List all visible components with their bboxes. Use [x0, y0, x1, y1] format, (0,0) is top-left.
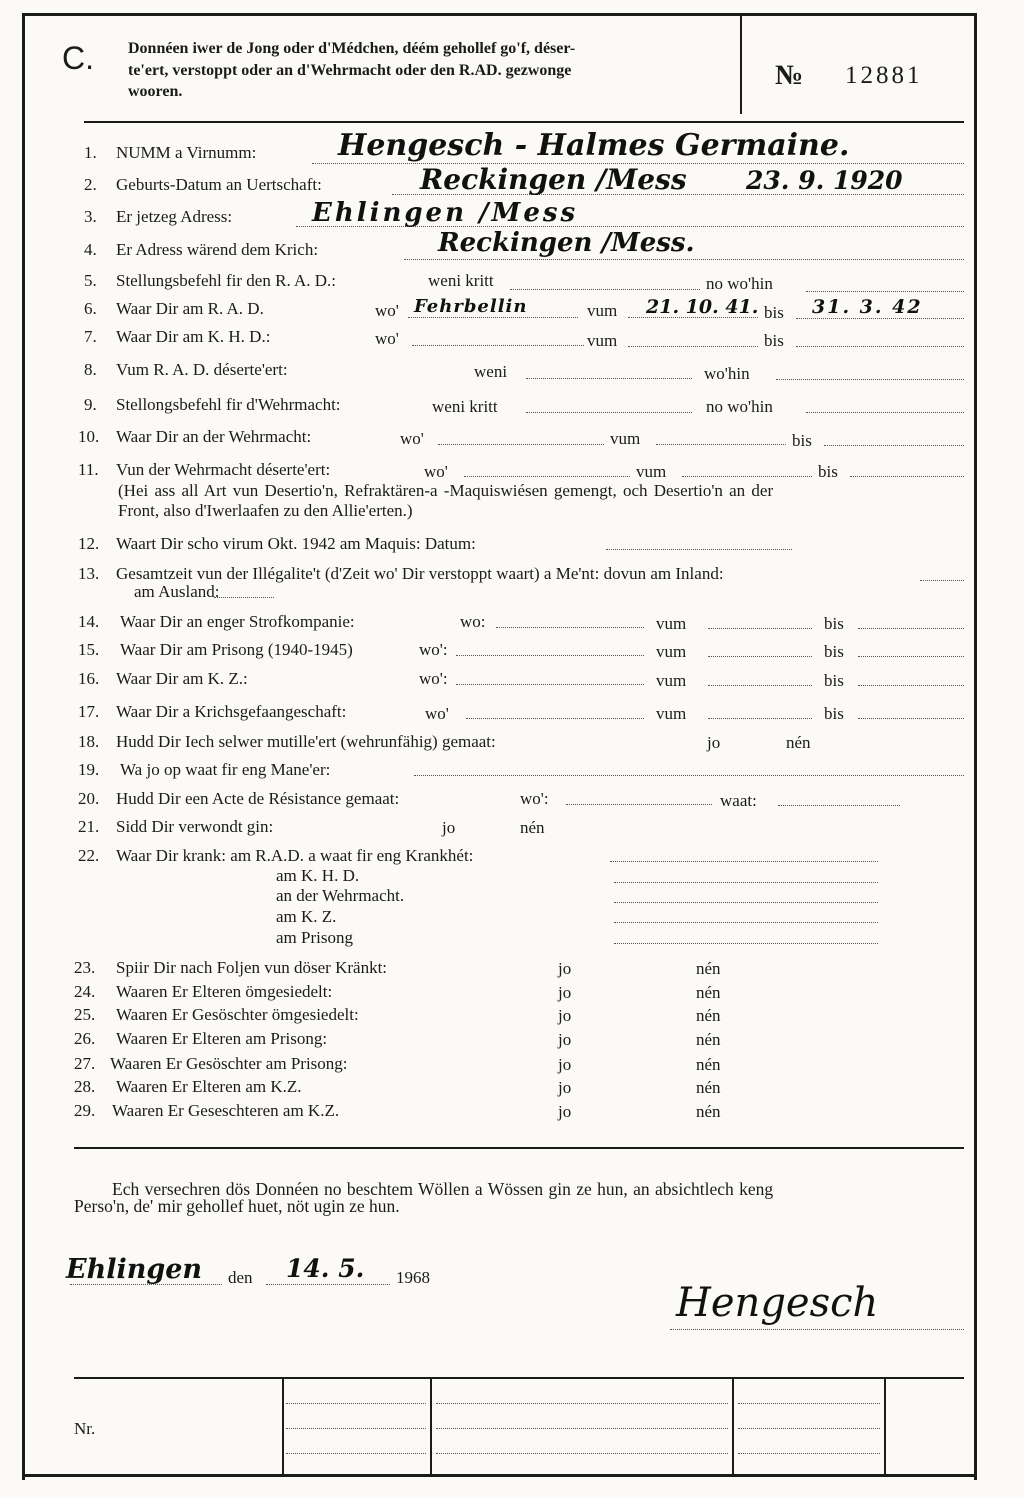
field-11-text: Vun der Wehrmacht déserte'ert: [116, 460, 331, 479]
field-8-label [84, 360, 288, 380]
yesno-item-27 [74, 1054, 348, 1074]
field-22-line-4[interactable] [614, 922, 878, 923]
field-9-weni: weni kritt [432, 397, 498, 416]
intro-line-1: Donnéen iwer de Jong oder d'Médchen, déém gehollef go'f, déser- [128, 40, 576, 57]
date-line[interactable] [266, 1284, 390, 1285]
field-22-sub-1: am K. H. D. [276, 866, 360, 885]
field-6-wo: wo' [375, 301, 399, 320]
field-16-num: 16. [78, 669, 100, 688]
field-1-text: NUMM a Virnumm: [116, 143, 257, 162]
field-9-weni-line[interactable] [526, 412, 692, 413]
declaration-line-1: Ech versechren dös Donnéen no beschtem Wöllen a Wössen gin ze hun, an absichtlech keng [112, 1179, 774, 1199]
yesno-item-26 [74, 1029, 327, 1049]
yesno-label: Spiir Dir nach Foljen vun döser Kränkt: [116, 958, 388, 977]
field-3-value[interactable]: Ehlingen /Mess [312, 198, 579, 228]
signature-line[interactable] [670, 1329, 964, 1330]
field-10-bis: bis [792, 431, 812, 450]
field-8-text: Vum R. A. D. déserte'ert: [116, 360, 288, 379]
field-11-vum-line[interactable] [682, 476, 812, 477]
field-9-nowohin: no wo'hin [706, 397, 773, 416]
field-20-waat-line[interactable] [778, 805, 900, 806]
footer-col-4 [884, 1379, 886, 1474]
field-19-text: Wa jo op waat fir eng Mane'er: [120, 760, 331, 779]
field-14-bis: bis [824, 614, 844, 633]
field-11-label [78, 460, 330, 480]
field-5-weni-line[interactable] [510, 289, 700, 290]
field-16-bis: bis [824, 671, 844, 690]
field-15-vum: vum [656, 642, 687, 661]
field-11-vum: vum [636, 462, 667, 481]
yesno-24-nen[interactable]: nén [696, 983, 721, 1002]
field-14-text: Waar Dir an enger Strofkompanie: [120, 612, 355, 631]
field-2-num: 2. [84, 175, 97, 194]
field-20-wo: wo': [520, 789, 549, 808]
field-18-num: 18. [78, 732, 100, 751]
yesno-23-nen[interactable]: nén [696, 959, 721, 978]
field-10-bis-line[interactable] [824, 445, 964, 446]
yesno-27-nen[interactable]: nén [696, 1055, 721, 1074]
field-3-label [84, 207, 232, 227]
field-16-label [78, 669, 248, 689]
field-6-bis: bis [764, 303, 784, 322]
field-7-wo: wo' [375, 329, 399, 348]
yesno-label: Waaren Er Elteren ömgesiedelt: [116, 982, 333, 1001]
field-17-wo: wo' [425, 704, 449, 723]
field-7-bis-line[interactable] [796, 346, 964, 347]
field-1-num: 1. [84, 143, 97, 162]
field-17-vum-line[interactable] [708, 718, 812, 719]
field-9-label [84, 395, 341, 415]
yesno-num: 23. [74, 958, 96, 977]
field-2-label [84, 175, 322, 195]
footer-cell-2-2[interactable] [436, 1428, 728, 1429]
yesno-item-24 [74, 982, 332, 1002]
yesno-item-25 [74, 1005, 359, 1025]
top-border [22, 13, 977, 16]
field-10-vum-line[interactable] [656, 444, 786, 445]
field-7-wo-line[interactable] [412, 345, 584, 346]
field-6-vum-value[interactable]: 21. 10. 41. [646, 296, 759, 318]
field-6-label [84, 299, 264, 319]
field-13-ausland: am Ausland: [134, 582, 220, 601]
date-value[interactable]: 14. 5. [286, 1254, 365, 1283]
footer-col-1 [282, 1379, 284, 1474]
field-22-sub-4: am Prisong [276, 928, 353, 947]
field-1-label [84, 143, 256, 163]
field-16-text: Waar Dir am K. Z.: [116, 669, 248, 688]
field-10-text: Waar Dir an der Wehrmacht: [116, 427, 312, 446]
field-7-label [84, 327, 270, 347]
field-14-label [78, 612, 355, 632]
field-7-text: Waar Dir am K. H. D.: [116, 327, 271, 346]
field-15-label [78, 640, 353, 660]
yesno-num: 29. [74, 1101, 96, 1120]
field-17-bis-line[interactable] [858, 718, 964, 719]
bottom-border [22, 1474, 977, 1477]
place-value[interactable]: Ehlingen [66, 1254, 203, 1285]
field-16-wo: wo': [419, 669, 448, 688]
field-5-weni: weni kritt [428, 271, 494, 290]
field-4-line[interactable] [404, 259, 964, 260]
field-13-inland-line[interactable] [920, 580, 964, 581]
field-8-num: 8. [84, 360, 97, 379]
field-14-vum-line[interactable] [708, 628, 812, 629]
declaration-line-2: Perso'n, de' mir gehollef huet, nöt ugin ze hun. [74, 1196, 400, 1216]
field-2-place[interactable]: Reckingen /Mess [420, 163, 687, 196]
field-15-text: Waar Dir am Prisong (1940-1945) [120, 640, 353, 659]
field-17-bis: bis [824, 704, 844, 723]
field-9-nowohin-line[interactable] [806, 412, 964, 413]
field-5-text: Stellungsbefehl fir den R. A. D.: [116, 271, 337, 290]
yesno-item-29 [74, 1101, 339, 1121]
field-18-jo[interactable]: jo [707, 733, 721, 752]
footer-cell-3-1[interactable] [738, 1403, 880, 1404]
field-12-num: 12. [78, 534, 100, 553]
field-16-bis-line[interactable] [858, 685, 964, 686]
field-4-value[interactable]: Reckingen /Mess. [438, 228, 695, 258]
field-15-bis: bis [824, 642, 844, 661]
footer-cell-1-2[interactable] [286, 1428, 426, 1429]
field-21-nen[interactable]: nén [520, 818, 545, 837]
field-22-line-1[interactable] [610, 861, 878, 862]
yesno-label: Waaren Er Elteren am K.Z. [116, 1077, 302, 1096]
number-sign: № [775, 60, 804, 91]
field-22-line-3[interactable] [614, 902, 878, 903]
field-13-label [78, 564, 724, 584]
right-border [974, 13, 977, 1480]
field-22-text: Waar Dir krank: am R.A.D. a waat fir eng Krankhét: [116, 846, 474, 865]
yesno-28-nen[interactable]: nén [696, 1078, 721, 1097]
declaration-rule [74, 1147, 964, 1149]
field-20-label [78, 789, 399, 809]
field-20-num: 20. [78, 789, 100, 808]
yesno-num: 25. [74, 1005, 96, 1024]
field-6-bis-value[interactable]: 31. 3. 42 [812, 296, 923, 318]
yesno-item-23 [74, 958, 387, 978]
field-9-text: Stellongsbefehl fir d'Wehrmacht: [116, 395, 341, 414]
yesno-label: Waaren Er Geseschteren am K.Z. [112, 1101, 340, 1120]
field-13-num: 13. [78, 564, 100, 583]
field-1-value[interactable]: Hengesch - Halmes Germaine. [338, 128, 850, 163]
field-22-num: 22. [78, 846, 100, 865]
yesno-27-jo[interactable]: jo [558, 1055, 572, 1074]
field-10-num: 10. [78, 427, 100, 446]
field-6-wo-value[interactable]: Fehrbellin [414, 296, 528, 317]
field-17-num: 17. [78, 702, 100, 721]
field-17-label [78, 702, 346, 722]
field-2-text: Geburts-Datum an Uertschaft: [116, 175, 322, 194]
footer-cell-2-3[interactable] [436, 1453, 728, 1454]
field-4-text: Er Adress wärend dem Krich: [116, 240, 319, 259]
yesno-label: Waaren Er Elteren am Prisong: [116, 1029, 328, 1048]
field-18-text: Hudd Dir Iech selwer mutille'ert (wehrunfähig) gemaat: [116, 732, 496, 751]
yesno-29-jo[interactable]: jo [558, 1102, 572, 1121]
field-16-vum: vum [656, 671, 687, 690]
field-11-note-2: Front, also d'Iwerlaafen zu den Allie'erten.) [118, 501, 413, 520]
field-6-text: Waar Dir am R. A. D. [116, 299, 264, 318]
nr-label: Nr. [74, 1419, 96, 1438]
field-4-num: 4. [84, 240, 97, 259]
field-14-bis-line[interactable] [858, 628, 964, 629]
yesno-25-jo[interactable]: jo [558, 1006, 572, 1025]
field-22-label [78, 846, 473, 866]
field-7-vum: vum [587, 331, 618, 350]
footer-cell-3-2[interactable] [738, 1428, 880, 1429]
yesno-26-jo[interactable]: jo [558, 1030, 572, 1049]
field-20-text: Hudd Dir een Acte de Résistance gemaat: [116, 789, 400, 808]
field-12-line[interactable] [606, 549, 792, 550]
field-15-num: 15. [78, 640, 100, 659]
field-13-ausland-line[interactable] [214, 597, 274, 598]
field-3-num: 3. [84, 207, 97, 226]
yesno-23-jo[interactable]: jo [558, 959, 572, 978]
field-2-date[interactable]: 23. 9. 1920 [746, 166, 903, 195]
footer-table-top [74, 1377, 964, 1379]
field-16-vum-line[interactable] [708, 685, 812, 686]
yesno-num: 24. [74, 982, 96, 1001]
field-17-text: Waar Dir a Krichsgefaangeschaft: [116, 702, 347, 721]
field-9-num: 9. [84, 395, 97, 414]
footer-col-3 [732, 1379, 734, 1474]
field-16-wo-line[interactable] [456, 684, 644, 685]
field-19-line[interactable] [414, 775, 964, 776]
field-6-vum: vum [587, 301, 618, 320]
field-3-text: Er jetzeg Adress: [116, 207, 233, 226]
footer-cell-2-1[interactable] [436, 1403, 728, 1404]
year-value: 1968 [396, 1268, 430, 1287]
field-19-label [78, 760, 330, 780]
field-22-line-2[interactable] [614, 882, 878, 883]
left-border [22, 13, 25, 1480]
field-18-nen[interactable]: nén [786, 733, 811, 752]
field-11-bis-line[interactable] [850, 476, 964, 477]
field-4-label [84, 240, 318, 260]
footer-cell-3-3[interactable] [738, 1453, 880, 1454]
field-14-wo: wo: [460, 612, 486, 631]
yesno-29-nen[interactable]: nén [696, 1102, 721, 1121]
den-label: den [228, 1268, 253, 1287]
yesno-label: Waaren Er Gesöschter ömgesiedelt: [116, 1005, 359, 1024]
field-19-num: 19. [78, 760, 100, 779]
yesno-24-jo[interactable]: jo [558, 983, 572, 1002]
field-21-num: 21. [78, 817, 100, 836]
field-6-bis-line[interactable] [796, 318, 964, 319]
field-14-wo-line[interactable] [496, 627, 644, 628]
signature[interactable]: Hengesch [676, 1280, 879, 1326]
field-14-num: 14. [78, 612, 100, 631]
section-letter: C. [62, 40, 94, 76]
field-15-wo: wo': [419, 640, 448, 659]
field-22-sub-3: am K. Z. [276, 907, 337, 926]
field-14-vum: vum [656, 614, 687, 633]
field-11-wo-line[interactable] [464, 476, 630, 477]
field-5-label [84, 271, 336, 291]
yesno-26-nen[interactable]: nén [696, 1030, 721, 1049]
field-21-jo[interactable]: jo [442, 818, 456, 837]
field-17-vum: vum [656, 704, 687, 723]
yesno-num: 27. [74, 1054, 96, 1073]
field-10-vum: vum [610, 429, 641, 448]
field-22-sub-2: an der Wehrmacht. [276, 886, 405, 905]
intro-line-2: te'ert, verstoppt oder an d'Wehrmacht oder den R.AD. gezwonge [128, 62, 572, 79]
field-6-num: 6. [84, 299, 97, 318]
intro-line-3: wooren. [128, 83, 183, 100]
field-15-bis-line[interactable] [858, 656, 964, 657]
field-8-wohin: wo'hin [704, 364, 750, 383]
field-21-label [78, 817, 273, 837]
footer-cell-1-1[interactable] [286, 1403, 426, 1404]
field-22-line-5[interactable] [614, 943, 878, 944]
field-7-bis: bis [764, 331, 784, 350]
field-12-label [78, 534, 476, 554]
field-11-bis: bis [818, 462, 838, 481]
field-13-text: Gesamtzeit vun der Illégalite't (d'Zeit wo' Dir verstoppt waart) a Me'nt: dovun am Inland: [116, 564, 724, 583]
yesno-28-jo[interactable]: jo [558, 1078, 572, 1097]
field-6-wo-line[interactable] [408, 317, 578, 318]
field-17-wo-line[interactable] [466, 718, 644, 719]
field-15-wo-line[interactable] [456, 655, 644, 656]
field-18-label [78, 732, 496, 752]
field-10-wo: wo' [400, 429, 424, 448]
footer-cell-1-3[interactable] [286, 1453, 426, 1454]
field-5-num: 5. [84, 271, 97, 290]
field-5-nowohin: no wo'hin [706, 274, 773, 293]
field-11-wo: wo' [424, 462, 448, 481]
field-8-weni: weni [474, 362, 508, 381]
field-8-weni-line[interactable] [526, 378, 692, 379]
yesno-label: Waaren Er Gesöschter am Prisong: [110, 1054, 348, 1073]
yesno-25-nen[interactable]: nén [696, 1006, 721, 1025]
yesno-item-28 [74, 1077, 302, 1097]
header-divider-vertical [740, 16, 742, 114]
field-12-text: Waart Dir scho virum Okt. 1942 am Maquis: Datum: [116, 534, 476, 553]
field-20-wo-line[interactable] [566, 804, 712, 805]
field-10-wo-line[interactable] [438, 444, 604, 445]
field-8-wohin-line[interactable] [776, 379, 964, 380]
field-11-num: 11. [78, 460, 99, 479]
field-20-waat: waat: [720, 791, 757, 810]
field-5-nowohin-line[interactable] [806, 291, 964, 292]
header-rule [84, 121, 964, 123]
yesno-num: 28. [74, 1077, 96, 1096]
field-7-vum-line[interactable] [628, 346, 758, 347]
field-10-label [78, 427, 311, 447]
form-number: 12881 [845, 62, 923, 89]
footer-col-2 [430, 1379, 432, 1474]
field-21-text: Sidd Dir verwondt gin: [116, 817, 274, 836]
yesno-num: 26. [74, 1029, 96, 1048]
field-11-note-1: (Hei ass all Art vun Desertio'n, Refraktären-a -Maquiswiésen gemengt, och Desertio'n an der [118, 481, 774, 500]
field-7-num: 7. [84, 327, 97, 346]
field-15-vum-line[interactable] [708, 656, 812, 657]
